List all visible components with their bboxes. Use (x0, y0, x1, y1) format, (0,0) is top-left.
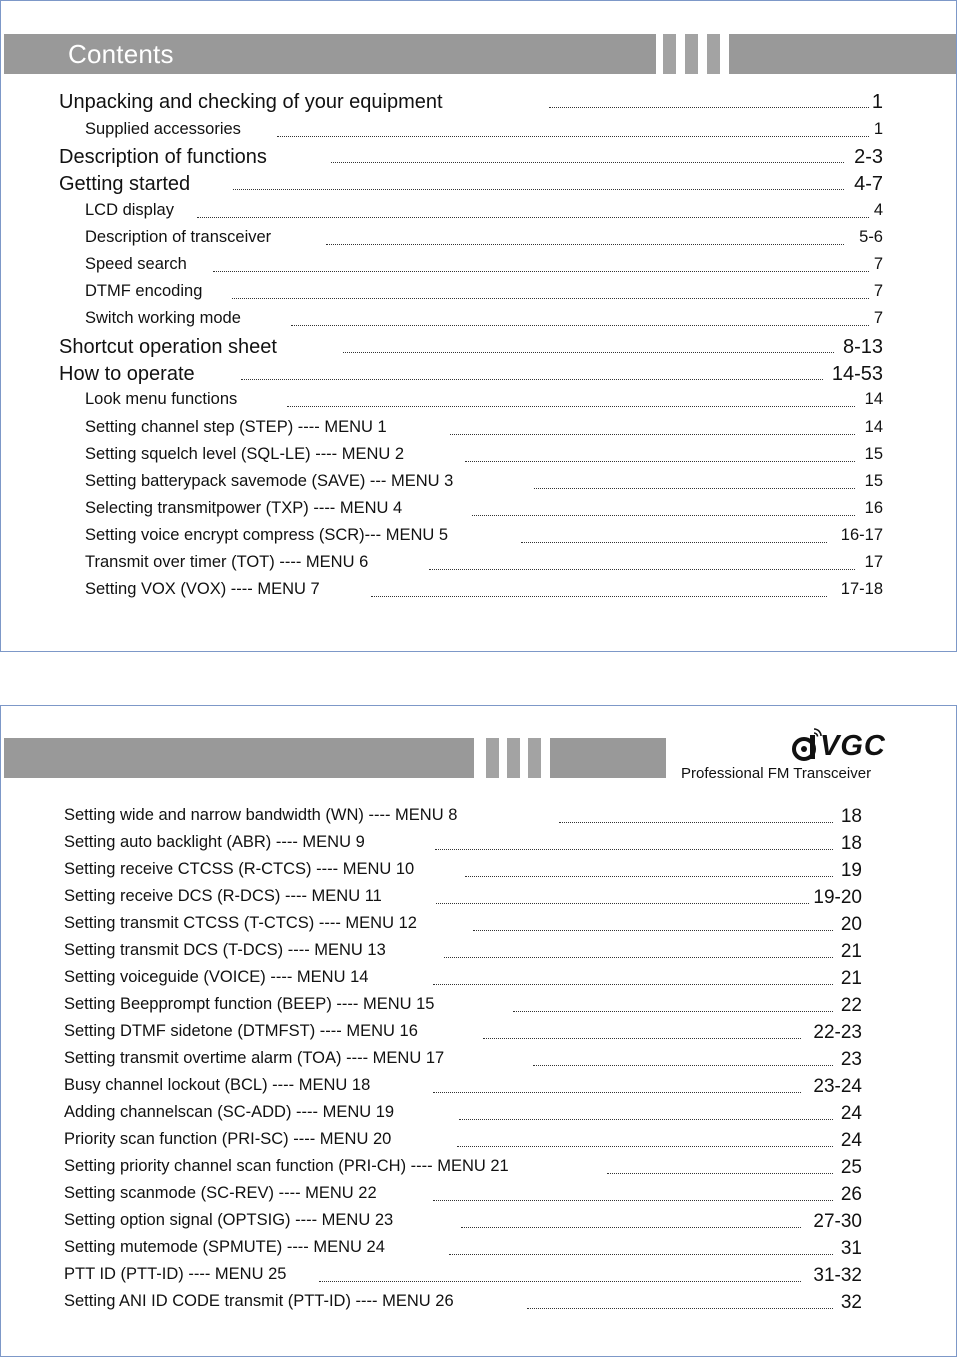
toc-entry-label: Setting DTMF sidetone (DTMFST) ---- MENU 16 (64, 1022, 418, 1040)
toc-entry[interactable] (85, 499, 883, 523)
toc-entry-leader (436, 887, 809, 904)
toc-entry-page: 4-7 (854, 173, 883, 195)
toc-entry-leader (607, 1157, 833, 1174)
toc-entry-leader (533, 1049, 833, 1066)
toc-entry-leader (232, 282, 869, 299)
toc-entry-label: How to operate (59, 363, 195, 385)
toc-entry-label: DTMF encoding (85, 282, 203, 300)
toc-entry-label: Transmit over timer (TOT) ---- MENU 6 (85, 553, 369, 571)
toc-entry[interactable] (64, 1049, 862, 1073)
toc-entry-leader (450, 418, 855, 435)
toc-entry-page: 15 (864, 445, 883, 463)
toc-entry-label: Setting VOX (VOX) ---- MENU 7 (85, 580, 320, 598)
toc-entry-label: Speed search (85, 255, 187, 273)
toc-entry-label: PTT ID (PTT-ID) ---- MENU 25 (64, 1265, 287, 1283)
toc-entry-label: Unpacking and checking of your equipment (59, 91, 443, 113)
toc-entry-leader (291, 309, 869, 326)
toc-entry-page: 24 (840, 1103, 862, 1124)
toc-entry-leader (331, 146, 844, 163)
toc-entry-leader (465, 445, 855, 462)
toc-entry[interactable] (59, 91, 883, 115)
toc-entry-page: 14-53 (831, 363, 883, 385)
toc-entry-leader (457, 1130, 833, 1147)
toc-entry[interactable] (64, 1238, 862, 1262)
toc-entry-leader (549, 91, 869, 108)
title-bar-stripe (685, 34, 698, 74)
header-bar-stripe (528, 738, 541, 778)
toc-entry-leader (527, 1292, 833, 1309)
toc-entry[interactable] (85, 553, 883, 577)
toc-entry-label: Setting transmit DCS (T-DCS) ---- MENU 13 (64, 941, 386, 959)
toc-entry-leader (459, 1103, 833, 1120)
toc-entry-page: 31-32 (813, 1265, 862, 1286)
toc-entry-page: 15 (864, 472, 883, 490)
toc-entry-label: Description of transceiver (85, 228, 272, 246)
toc-entry-label: Setting batterypack savemode (SAVE) --- MENU 3 (85, 472, 454, 490)
toc-entry[interactable] (85, 390, 883, 414)
toc-entry[interactable] (85, 228, 883, 252)
toc-entry-label: Setting squelch level (SQL-LE) ---- MENU 2 (85, 445, 405, 463)
toc-entry[interactable] (64, 860, 862, 884)
toc-entry-page: 22 (840, 995, 862, 1016)
toc-entry-page: 32 (840, 1292, 862, 1313)
toc-entry-page: 7 (873, 309, 883, 327)
toc-entry-label: Setting auto backlight (ABR) ---- MENU 9 (64, 833, 365, 851)
contents-page-bottom (0, 705, 957, 1357)
contents-page-top (0, 0, 957, 652)
toc-entry[interactable] (85, 309, 883, 333)
toc-entry[interactable] (64, 833, 862, 857)
toc-entry-leader (213, 255, 869, 272)
logo-brand-text: VGC (820, 730, 886, 762)
header-bar-stripe (507, 738, 520, 778)
toc-entry[interactable] (64, 941, 862, 965)
toc-entry-page: 21 (840, 968, 862, 989)
title-bar-stripe (707, 34, 720, 74)
toc-entry-leader (433, 1184, 833, 1201)
toc-entry[interactable] (64, 914, 862, 938)
toc-entry-label: Adding channelscan (SC-ADD) ---- MENU 19 (64, 1103, 395, 1121)
toc-entry-page: 8-13 (842, 336, 883, 358)
toc-entry-leader (233, 173, 844, 190)
toc-entry-label: Shortcut operation sheet (59, 336, 277, 358)
page-title: Contents (68, 39, 174, 69)
toc-entry-leader (326, 228, 844, 245)
toc-entry-label: Selecting transmitpower (TXP) ---- MENU 4 (85, 499, 403, 517)
toc-entry-leader (483, 1022, 801, 1039)
toc-entry-label: Setting ANI ID CODE transmit (PTT-ID) ---- MENU 26 (64, 1292, 454, 1310)
toc-entry[interactable] (85, 120, 883, 144)
toc-entry-label: Setting transmit overtime alarm (TOA) ---- MENU 17 (64, 1049, 445, 1067)
toc-entry-leader (287, 390, 855, 407)
toc-entry-page: 5-6 (859, 228, 883, 246)
toc-entry-page: 25 (840, 1157, 862, 1178)
toc-entry-leader (559, 806, 833, 823)
toc-entry[interactable] (64, 968, 862, 992)
toc-entry-label: Description of functions (59, 146, 267, 168)
toc-entry-label: Setting scanmode (SC-REV) ---- MENU 22 (64, 1184, 377, 1202)
toc-entry-page: 20 (840, 914, 862, 935)
toc-entry-page: 2-3 (854, 146, 883, 168)
toc-entry-label: Setting receive DCS (R-DCS) ---- MENU 11 (64, 887, 382, 905)
toc-entry-page: 4 (873, 201, 883, 219)
toc-entry-page: 16-17 (840, 526, 883, 544)
toc-entry[interactable] (64, 1103, 862, 1127)
toc-entry-leader (472, 499, 855, 516)
toc-entry-leader (433, 968, 833, 985)
toc-entry[interactable] (64, 1076, 862, 1100)
toc-entry-leader (449, 1238, 833, 1255)
toc-entry[interactable] (85, 282, 883, 306)
toc-entry-page: 17 (864, 553, 883, 571)
toc-entry-page: 1 (873, 120, 883, 138)
toc-entry-leader (343, 336, 834, 353)
toc-entry[interactable] (85, 418, 883, 442)
toc-entry-label: Getting started (59, 173, 191, 195)
toc-entry-page: 1 (871, 91, 883, 113)
toc-entry[interactable] (64, 1157, 862, 1181)
toc-entry-page: 16 (864, 499, 883, 517)
toc-entry[interactable] (64, 1265, 862, 1289)
header-bar-stripe (486, 738, 499, 778)
toc-entry-leader (319, 1265, 801, 1282)
toc-entry-label: Setting receive CTCSS (R-CTCS) ---- MENU 10 (64, 860, 415, 878)
toc-entry-page: 7 (873, 282, 883, 300)
toc-entry-label: LCD display (85, 201, 174, 219)
toc-entry-page: 14 (864, 418, 883, 436)
toc-entry[interactable] (85, 445, 883, 469)
toc-entry-page: 22-23 (813, 1022, 862, 1043)
toc-entry[interactable] (64, 1184, 862, 1208)
toc-entry-label: Setting channel step (STEP) ---- MENU 1 (85, 418, 387, 436)
toc-entry[interactable] (85, 472, 883, 496)
toc-entry-leader (429, 553, 855, 570)
toc-entry-page: 19-20 (813, 887, 862, 908)
title-bar-end (729, 34, 956, 74)
toc-entry-leader (241, 363, 823, 380)
toc-entry-page: 24 (840, 1130, 862, 1151)
toc-entry[interactable] (64, 806, 862, 830)
header-bar (4, 738, 474, 778)
toc-entry-page: 21 (840, 941, 862, 962)
header-bar-end (550, 738, 666, 778)
toc-entry-leader (371, 580, 827, 597)
toc-entry[interactable] (64, 1211, 862, 1235)
logo-subtitle: Professional FM Transceiver (681, 765, 872, 782)
toc-entry[interactable] (85, 580, 883, 604)
toc-entry-page: 18 (840, 806, 862, 827)
toc-entry-label: Setting priority channel scan function (PRI-CH) ---- MENU 21 (64, 1157, 509, 1175)
toc-entry-leader (513, 995, 833, 1012)
toc-entry[interactable] (59, 336, 883, 360)
toc-entry-label: Setting voice encrypt compress (SCR)--- MENU 5 (85, 526, 449, 544)
toc-entry[interactable] (85, 201, 883, 225)
toc-entry-page: 26 (840, 1184, 862, 1205)
toc-entry-label: Setting option signal (OPTSIG) ---- MENU 23 (64, 1211, 394, 1229)
toc-entry-label: Setting wide and narrow bandwidth (WN) ---- MENU 8 (64, 806, 458, 824)
toc-entry-label: Busy channel lockout (BCL) ---- MENU 18 (64, 1076, 371, 1094)
toc-entry-label: Look menu functions (85, 390, 238, 408)
toc-entry-page: 27-30 (813, 1211, 862, 1232)
toc-entry-label: Setting voiceguide (VOICE) ---- MENU 14 (64, 968, 369, 986)
toc-entry-label: Priority scan function (PRI-SC) ---- MENU 20 (64, 1130, 392, 1148)
toc-entry-leader (433, 1076, 801, 1093)
toc-entry-leader (461, 1211, 801, 1228)
toc-entry[interactable] (64, 1130, 862, 1154)
toc-entry-leader (435, 833, 833, 850)
toc-entry-page: 23 (840, 1049, 862, 1070)
toc-entry-leader (534, 472, 855, 489)
toc-entry[interactable] (59, 173, 883, 197)
toc-entry[interactable] (85, 526, 883, 550)
title-bar-stripe (663, 34, 676, 74)
brand-logo (790, 725, 894, 770)
toc-entry-page: 23-24 (813, 1076, 862, 1097)
toc-entry[interactable] (59, 146, 883, 170)
toc-entry-page: 17-18 (840, 580, 883, 598)
toc-entry-label: Switch working mode (85, 309, 241, 327)
toc-entry-label: Setting mutemode (SPMUTE) ---- MENU 24 (64, 1238, 385, 1256)
toc-entry[interactable] (64, 995, 862, 1019)
toc-entry[interactable] (64, 887, 862, 911)
toc-entry-leader (465, 860, 833, 877)
toc-entry-leader (277, 120, 869, 137)
toc-entry-page: 14 (864, 390, 883, 408)
toc-entry[interactable] (64, 1292, 862, 1316)
toc-entry-page: 7 (873, 255, 883, 273)
toc-entry-leader (473, 914, 833, 931)
toc-entry-label: Setting transmit CTCSS (T-CTCS) ---- MENU 12 (64, 914, 417, 932)
toc-entry[interactable] (64, 1022, 862, 1046)
toc-entry-label: Supplied accessories (85, 120, 241, 138)
toc-entry-page: 31 (840, 1238, 862, 1259)
toc-entry-page: 18 (840, 833, 862, 854)
toc-entry[interactable] (59, 363, 883, 387)
toc-entry-leader (197, 201, 869, 218)
toc-entry-label: Setting Beepprompt function (BEEP) ---- MENU 15 (64, 995, 435, 1013)
toc-entry[interactable] (85, 255, 883, 279)
toc-entry-leader (444, 941, 833, 958)
toc-entry-leader (521, 526, 827, 543)
toc-entry-page: 19 (840, 860, 862, 881)
